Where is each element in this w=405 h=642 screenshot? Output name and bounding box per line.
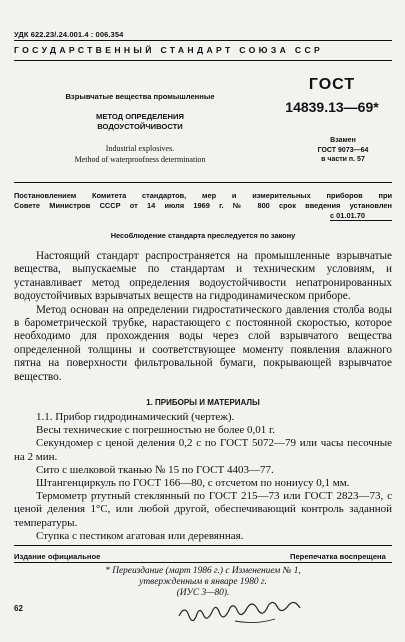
reissue-note (14, 566, 392, 599)
reissue-line3: (ИУС 3—80). (176, 588, 230, 598)
top-rule (14, 40, 392, 41)
decree-line2: Совете Министров СССР от 14 июля 1969 г. № 800 срок введения установлен (14, 201, 392, 210)
gost-designation (276, 76, 388, 116)
list-item: Сито с шелковой тканью № 15 по ГОСТ 4403—77. (36, 463, 274, 476)
udk-code: УДК 622.23/.24.001.4 : 006.354 (14, 30, 124, 39)
decree-underline (330, 220, 392, 221)
list-item: Ступка с пестиком агатовая или деревянная. (36, 529, 244, 542)
decree-line1: Постановлением Комитета стандартов, мер и измерительных приборов при (14, 191, 392, 200)
reprint-notice: Перепечатка воспрещена (290, 552, 386, 561)
list-item: Штангенциркуль по ГОСТ 166—80, с отсчетом по нониусу 0,1 мм. (36, 477, 350, 490)
footer-rule (14, 545, 392, 546)
reissue-line1: * Переиздание (март 1986 г.) с Изменением № 1, (105, 566, 301, 576)
intro-paragraph-1: Настоящий стандарт распространяется на промышленные взрывчатые вещества, выпускаемые по стандартам и техническим условиям, и устанавливает метод определения водоустойчивости непатронированных водоустойчивых взрывчатых веществ на гидродинамическом приборе. (14, 250, 392, 303)
replaces-line2: ГОСТ 9073—64 (317, 146, 369, 154)
english-title (14, 144, 266, 165)
method-title (14, 112, 266, 132)
intro-paragraph-2: Метод основан на определении гидростатического давления столба воды в барометрической трубке, нарастающего с постоянной скоростью, которое необходимо для прохождения воды через слой взрывчатого вещества определенной толщины и соответствующее моменту появления влажного пятна на поверхности фильтровальной бумаги, покрывающей взрывчатое вещество. (14, 303, 392, 383)
standard-title: ГОСУДАРСТВЕННЫЙ СТАНДАРТ СОЮЗА ССР (14, 45, 324, 55)
gost-label: ГОСТ (308, 76, 356, 93)
list-item: Секундомер с ценой деления 0,2 с по ГОСТ 5072—79 или часы песочные на 2 мин. (14, 437, 392, 463)
list-item: Весы технические с погрешностью не более 0,01 г. (36, 424, 275, 437)
intro-text (14, 250, 392, 384)
handwritten-note (175, 596, 315, 626)
method-title-line2: ВОДОУСТОЙЧИВОСТИ (97, 122, 183, 131)
reissue-line2: утвержденным в январе 1980 г. (139, 577, 267, 587)
section-title: 1. ПРИБОРЫ И МАТЕРИАЛЫ (146, 398, 260, 407)
replaces-block (300, 136, 386, 165)
decree-effective-date: с 01.01.70 (330, 211, 365, 220)
english-title-line1: Industrial explosives. (105, 144, 175, 153)
footer-rule-2 (14, 562, 392, 563)
equipment-list (14, 411, 392, 543)
decree-text (14, 191, 392, 211)
violation-notice: Несоблюдение стандарта преследуется по закону (110, 231, 296, 240)
method-title-line1: МЕТОД ОПРЕДЕЛЕНИЯ (96, 112, 184, 121)
header-rule (14, 60, 392, 61)
replaces-line3: в части п. 57 (321, 156, 365, 163)
decree-top-rule (14, 182, 392, 183)
page-number: 62 (14, 604, 23, 613)
official-edition: Издание официальное (14, 552, 101, 561)
english-title-line2: Method of waterproofness determination (74, 154, 206, 164)
list-item: 1.1. Прибор гидродинамический (чертеж). (36, 411, 235, 423)
replaces-line1: Взамен (330, 137, 356, 144)
gost-number: 14839.13—69* (285, 99, 379, 115)
list-item: Термометр ртутный стеклянный по ГОСТ 215—73 или ГОСТ 2823—73, с ценой деления 1°С, или любой другой, обеспечивающий контроль заданной температуры. (14, 490, 392, 529)
category-line: Взрывчатые вещества промышленные (65, 92, 215, 101)
title-block (14, 92, 266, 165)
